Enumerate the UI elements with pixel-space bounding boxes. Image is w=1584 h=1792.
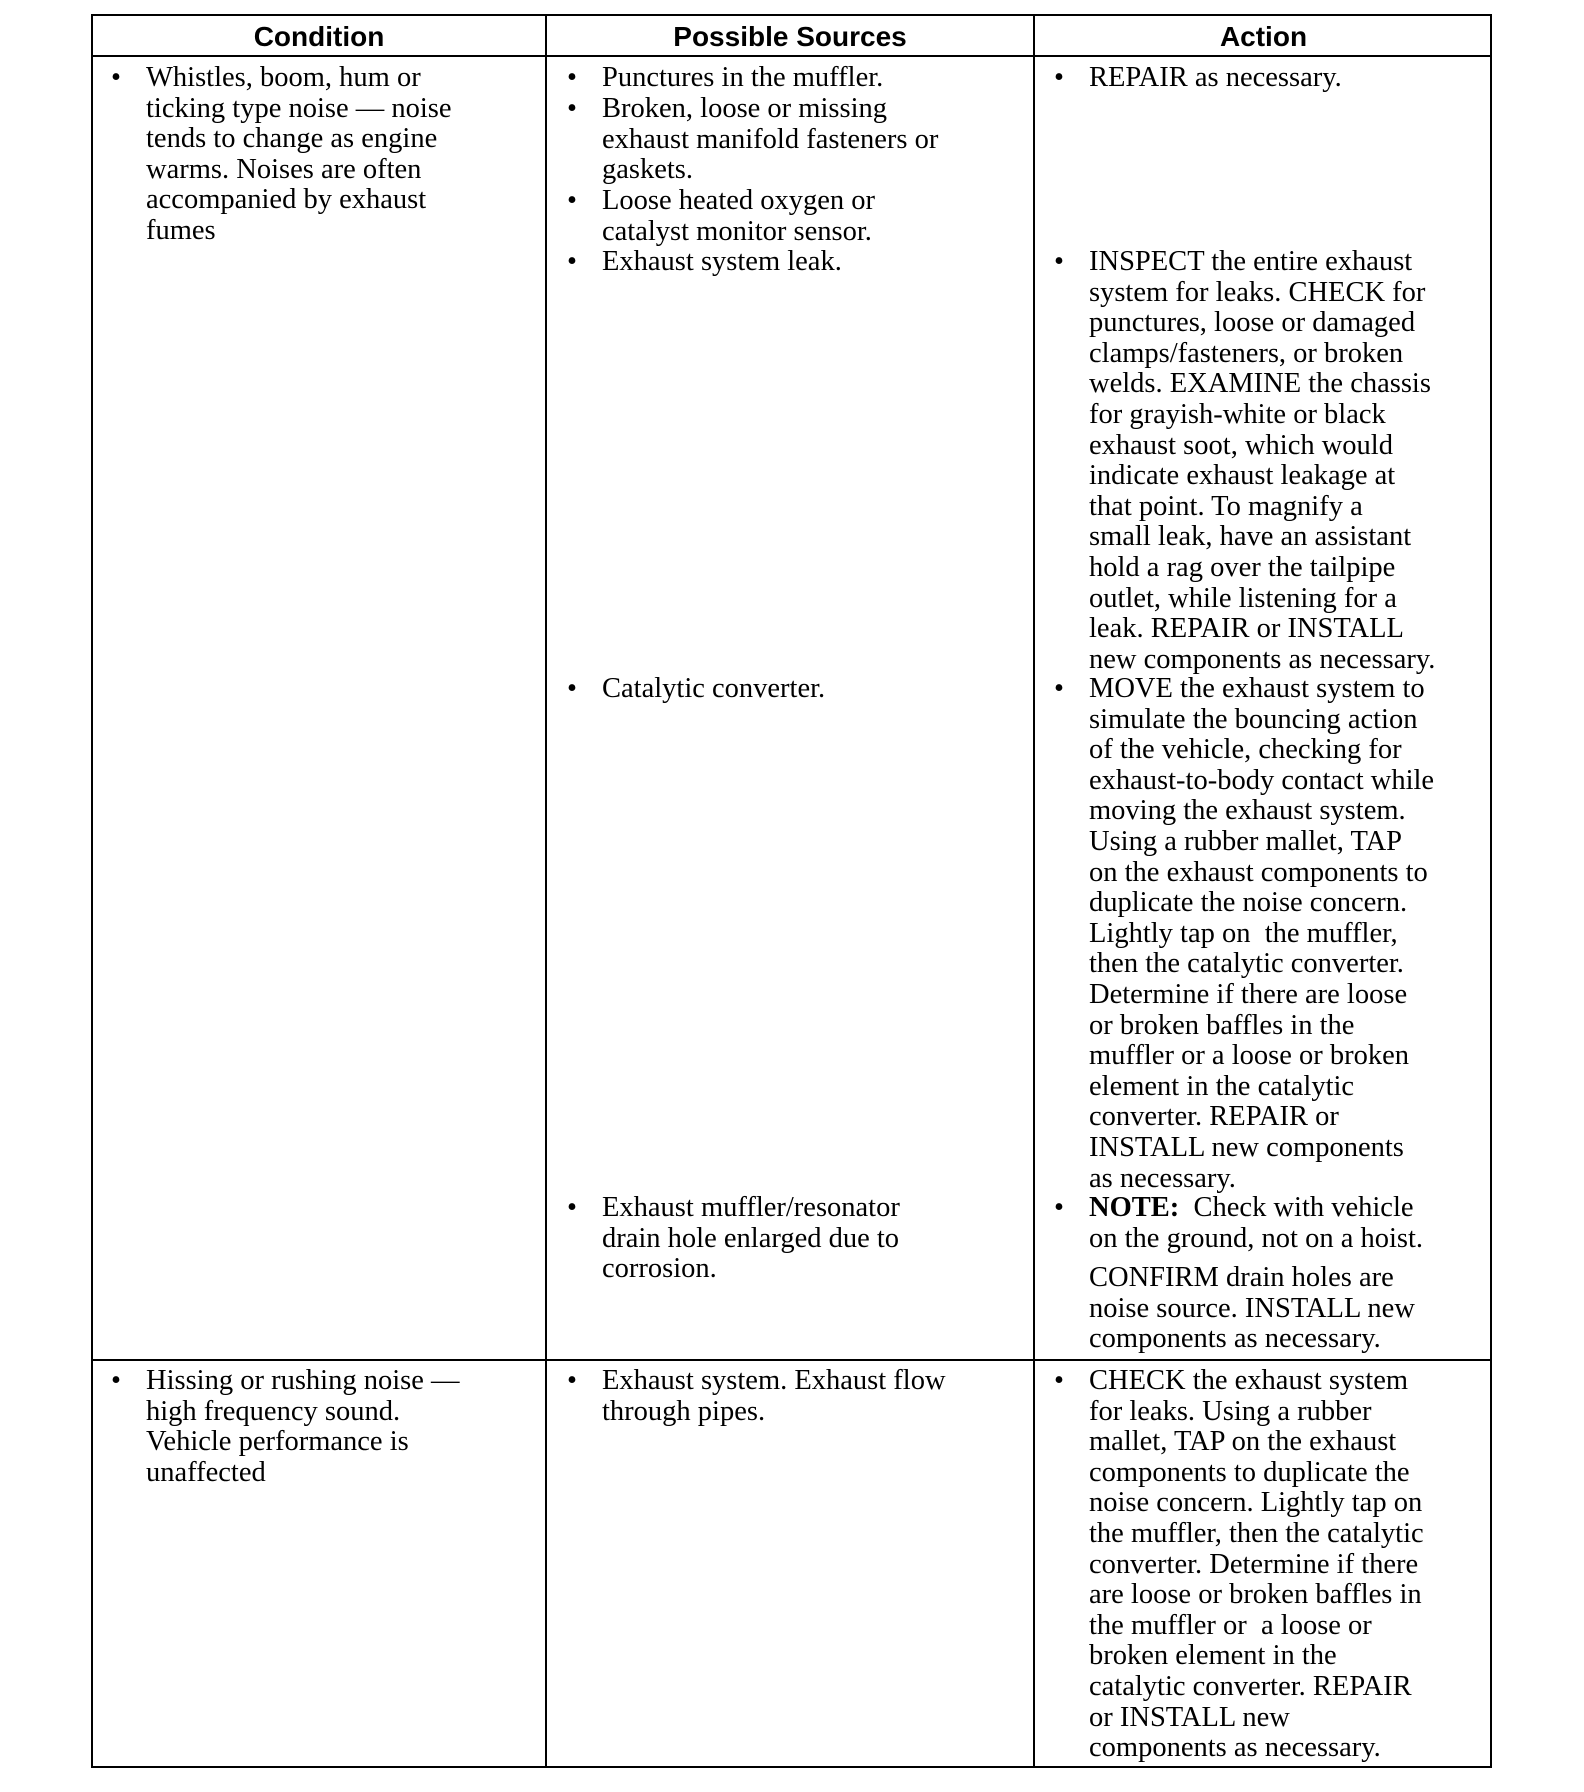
text-line: punctures, loose or damaged: [1089, 307, 1416, 339]
source-item: [567, 62, 884, 94]
text-line: the muffler, then the catalytic: [1089, 1517, 1424, 1549]
text-line: exhaust-to-body contact while: [1089, 764, 1435, 796]
text-line: welds. EXAMINE the chassis: [1089, 368, 1431, 400]
source-item: [567, 673, 826, 705]
text-line: the muffler or a loose or: [1089, 1609, 1372, 1641]
action-item: [1054, 673, 1435, 1194]
action-item: [1054, 62, 1342, 94]
condition-cell: [111, 1365, 460, 1488]
text-line: warms. Noises are often: [146, 153, 422, 185]
text-line: CHECK the exhaust system: [1089, 1365, 1409, 1396]
bullet-icon: •: [567, 1192, 577, 1223]
text-line: of the vehicle, checking for: [1089, 734, 1402, 766]
text-line: Exhaust system. Exhaust flow: [602, 1365, 946, 1396]
text-line: moving the exhaust system.: [1089, 795, 1406, 827]
note-label: NOTE:: [1089, 1192, 1180, 1223]
text-line: for grayish-white or black: [1089, 398, 1386, 430]
action-item: [1054, 1365, 1424, 1764]
bullet-icon: •: [567, 185, 577, 216]
text-line: mallet, TAP on the exhaust: [1089, 1426, 1397, 1458]
text-line: or broken baffles in the: [1089, 1009, 1355, 1041]
bullet-icon: •: [1054, 246, 1064, 277]
text-line: duplicate the noise concern.: [1089, 887, 1408, 919]
text-line: Using a rubber mallet, TAP: [1089, 825, 1403, 857]
text-line: on the exhaust components to: [1089, 856, 1428, 888]
text-line: Exhaust system leak.: [602, 246, 842, 277]
text-line: converter. REPAIR or: [1089, 1101, 1339, 1133]
text-line: catalyst monitor sensor.: [602, 215, 872, 247]
source-item: [567, 1365, 946, 1427]
bullet-icon: •: [567, 673, 577, 704]
text-line: through pipes.: [602, 1395, 766, 1427]
bullet-icon: •: [567, 93, 577, 124]
row-divider: [93, 1359, 1490, 1361]
text-line: outlet, while listening for a: [1089, 582, 1397, 614]
text-line: exhaust manifold fasteners or: [602, 123, 939, 155]
bullet-icon: •: [1054, 62, 1064, 93]
note-text: Check with vehicle: [1179, 1192, 1414, 1223]
text-line: Hissing or rushing noise —: [146, 1365, 460, 1396]
note-action-item: [1054, 1192, 1424, 1254]
note-text: on the ground, not on a hoist.: [1089, 1222, 1424, 1254]
text-line: gaskets.: [602, 154, 694, 186]
bullet-icon: •: [111, 62, 121, 93]
header-possible-sources: Possible Sources: [673, 21, 907, 52]
text-line: noise concern. Lightly tap on: [1089, 1487, 1423, 1519]
source-item: [567, 93, 939, 186]
text-line: Broken, loose or missing: [602, 93, 887, 124]
text-line: components as necessary.: [1089, 1732, 1381, 1764]
action-item: [1054, 246, 1436, 675]
source-item: [567, 246, 842, 278]
text-line: Vehicle performance is: [146, 1426, 409, 1458]
text-line: element in the catalytic: [1089, 1070, 1355, 1102]
text-line: simulate the bouncing action: [1089, 703, 1418, 735]
text-line: tends to change as engine: [146, 123, 438, 155]
bullet-icon: •: [567, 62, 577, 93]
text-line: exhaust soot, which would: [1089, 429, 1393, 461]
confirm-text: [1089, 1263, 1415, 1355]
text-line: INSTALL new components: [1089, 1131, 1404, 1163]
text-line: clamps/fasteners, or broken: [1089, 337, 1404, 369]
text-line: converter. Determine if there: [1089, 1548, 1419, 1580]
text-line: broken element in the: [1089, 1640, 1337, 1672]
text-line: CONFIRM drain holes are: [1089, 1262, 1394, 1293]
header-condition: Condition: [253, 21, 385, 52]
text-line: Whistles, boom, hum or: [146, 62, 421, 93]
bullet-icon: •: [1054, 1365, 1064, 1396]
bullet-icon: •: [1054, 1192, 1064, 1223]
text-line: drain hole enlarged due to: [602, 1222, 900, 1254]
text-line: ticking type noise — noise: [146, 92, 452, 124]
text-line: components as necessary.: [1089, 1323, 1381, 1355]
source-item: [567, 185, 876, 247]
text-line: Lightly tap on the muffler,: [1089, 917, 1398, 949]
bullet-icon: •: [1054, 673, 1064, 704]
text-line: indicate exhaust leakage at: [1089, 460, 1396, 492]
text-line: muffler or a loose or broken: [1089, 1040, 1409, 1072]
text-line: Loose heated oxygen or: [602, 185, 876, 216]
condition-cell: [111, 62, 452, 247]
text-line: MOVE the exhaust system to: [1089, 673, 1425, 704]
text-line: then the catalytic converter.: [1089, 948, 1404, 980]
text-line: INSPECT the entire exhaust: [1089, 246, 1413, 277]
text-line: system for leaks. CHECK for: [1089, 276, 1426, 308]
text-line: are loose or broken baffles in: [1089, 1579, 1422, 1611]
bullet-icon: •: [567, 1365, 577, 1396]
text-line: small leak, have an assistant: [1089, 521, 1412, 553]
header-action: Action: [1219, 21, 1308, 52]
column-divider: [545, 16, 547, 1766]
text-line: noise source. INSTALL new: [1089, 1292, 1415, 1324]
bullet-icon: •: [111, 1365, 121, 1396]
text-line: leak. REPAIR or INSTALL: [1089, 613, 1404, 645]
text-line: Punctures in the muffler.: [602, 62, 884, 93]
text-line: Catalytic converter.: [602, 673, 826, 704]
text-line: new components as necessary.: [1089, 643, 1436, 675]
text-line: corrosion.: [602, 1253, 717, 1285]
text-line: unaffected: [146, 1456, 266, 1488]
text-line: REPAIR as necessary.: [1089, 62, 1342, 93]
text-line: that point. To magnify a: [1089, 490, 1363, 522]
text-line: fumes: [146, 214, 216, 246]
text-line: components to duplicate the: [1089, 1456, 1410, 1488]
text-line: high frequency sound.: [146, 1395, 401, 1427]
bullet-icon: •: [567, 246, 577, 277]
column-divider: [1033, 16, 1035, 1766]
text-line: catalytic converter. REPAIR: [1089, 1670, 1412, 1702]
text-line: or INSTALL new: [1089, 1701, 1290, 1733]
source-item: [567, 1192, 900, 1285]
text-line: Determine if there are loose: [1089, 978, 1408, 1010]
text-line: Exhaust muffler/resonator: [602, 1192, 900, 1223]
text-line: as necessary.: [1089, 1162, 1236, 1194]
text-line: for leaks. Using a rubber: [1089, 1395, 1372, 1427]
text-line: hold a rag over the tailpipe: [1089, 551, 1396, 583]
text-line: accompanied by exhaust: [146, 184, 427, 216]
